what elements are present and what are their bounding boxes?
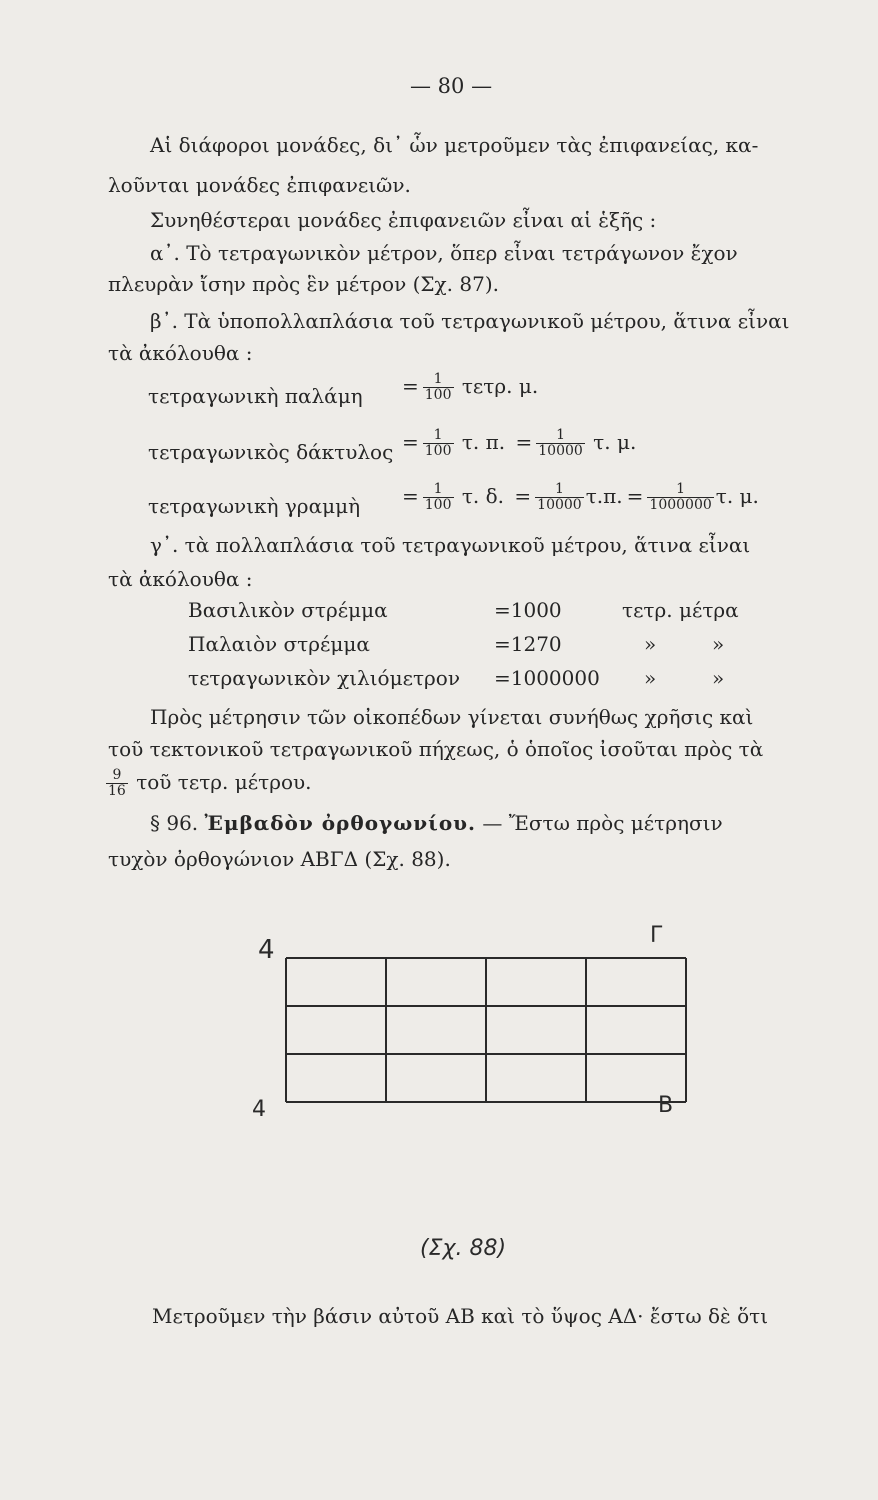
grid-lines [286,958,686,1102]
fraction: $\frac{9}{16}$ [108,767,126,799]
submultiple-3-name: τετραγωνικὴ γραμμὴ [148,494,361,518]
multiple-1-unit: τετρ. μέτρα [622,598,739,622]
fraction: $\frac{1}{10000}$ [537,481,582,513]
fraction: $\frac{1}{100}$ [424,427,452,459]
ditto-mark: » [712,632,725,656]
section-title: Ἐμβαδὸν ὀρθογωνίου. [204,811,477,835]
submultiple-3-value: = $\frac{1}{100}$ τ. δ. = $\frac{1}{10000}$ τ.π. = $\frac{1}{1000000}$ τ. μ. [402,481,759,513]
paragraph-3-line-2: τοῦ τεκτονικοῦ τετραγωνικοῦ πήχεως, ὁ ὁποῖος ἰσοῦται πρὸς τὰ [108,737,764,761]
paragraph-3-line-1: Πρὸς μέτρησιν τῶν οἰκοπέδων γίνεται συνήθως χρῆσις καὶ [150,705,754,729]
fraction: $\frac{1}{100}$ [424,481,452,513]
item-b-line-2: τὰ ἀκόλουθα : [108,341,253,365]
multiple-1-value: =1000 [494,598,562,622]
section-text: — Ἔστω πρὸς μέτρησιν [482,811,723,835]
final-line: Μετροῦμεν τὴν βάσιν αὐτοῦ ΑΒ καὶ τὸ ὕψος ΑΔ· ἔστω δὲ ὅτι [152,1304,769,1328]
fraction: $\frac{1}{1000000}$ [649,481,712,513]
figure-label-bottom-right: B [658,1093,674,1118]
section-line-2: τυχὸν ὀρθογώνιον ΑΒΓΔ (Σχ. 88). [108,847,451,871]
figure-caption: (Σχ. 88) [420,1236,507,1261]
multiple-1-name: Βασιλικὸν στρέμμα [188,598,388,622]
fraction: $\frac{1}{10000}$ [538,427,583,459]
page-number: — 80 — [410,74,493,98]
submultiple-2-name: τετραγωνικὸς δάκτυλος [148,440,394,464]
section-number: § 96. [150,811,199,835]
rectangle-grid-figure [0,900,878,1500]
submultiple-1-value: = $\frac{1}{100}$ τετρ. μ. [402,371,539,403]
item-c-line-2: τὰ ἀκόλουθα : [108,567,253,591]
figure-label-top-left: 4 [258,935,275,965]
submultiple-1-name: τετραγωνικὴ παλάμη [148,384,363,408]
paragraph-2-line-1: Συνηθέστεραι μονάδες ἐπιφανειῶν εἶναι αἱ ἑξῆς : [150,208,657,232]
paragraph-3-line-3: $\frac{9}{16}$ τοῦ τετρ. μέτρου. [108,767,312,799]
multiple-2-name: Παλαιὸν στρέμμα [188,632,370,656]
paragraph-1-line-1: Αἱ διάφοροι μονάδες, δι᾽ ὧν μετροῦμεν τὰς ἐπιφανείας, κα- [150,133,759,157]
item-a-line-1: α᾽. Τὸ τετραγωνικὸν μέτρον, ὅπερ εἶναι τετράγωνον ἔχον [150,241,738,265]
multiple-2-value: =1270 [494,632,562,656]
item-a-line-2: πλευρὰν ἴσην πρὸς ἓν μέτρον (Σχ. 87). [108,272,499,296]
paragraph-1-line-2: λοῦνται μονάδες ἐπιφανειῶν. [108,173,411,197]
item-c-line-1: γ᾽. τὰ πολλαπλάσια τοῦ τετραγωνικοῦ μέτρου, ἅτινα εἶναι [150,533,751,557]
multiple-3-name: τετραγωνικὸν χιλιόμετρον [188,666,460,690]
section-heading-line [150,810,723,836]
multiple-3-value: =1000000 [494,666,600,690]
ditto-mark: » [644,666,657,690]
figure-label-top-right: Γ [650,923,663,948]
item-b-line-1: β᾽. Τὰ ὑποπολλαπλάσια τοῦ τετραγωνικοῦ μέτρου, ἅτινα εἶναι [150,309,790,333]
figure-label-bottom-left: 4 [252,1097,266,1122]
ditto-mark: » [712,666,725,690]
submultiple-2-value: = $\frac{1}{100}$ τ. π. = $\frac{1}{10000}$ τ. μ. [402,427,637,459]
fraction: $\frac{1}{100}$ [424,371,452,403]
ditto-mark: » [644,632,657,656]
